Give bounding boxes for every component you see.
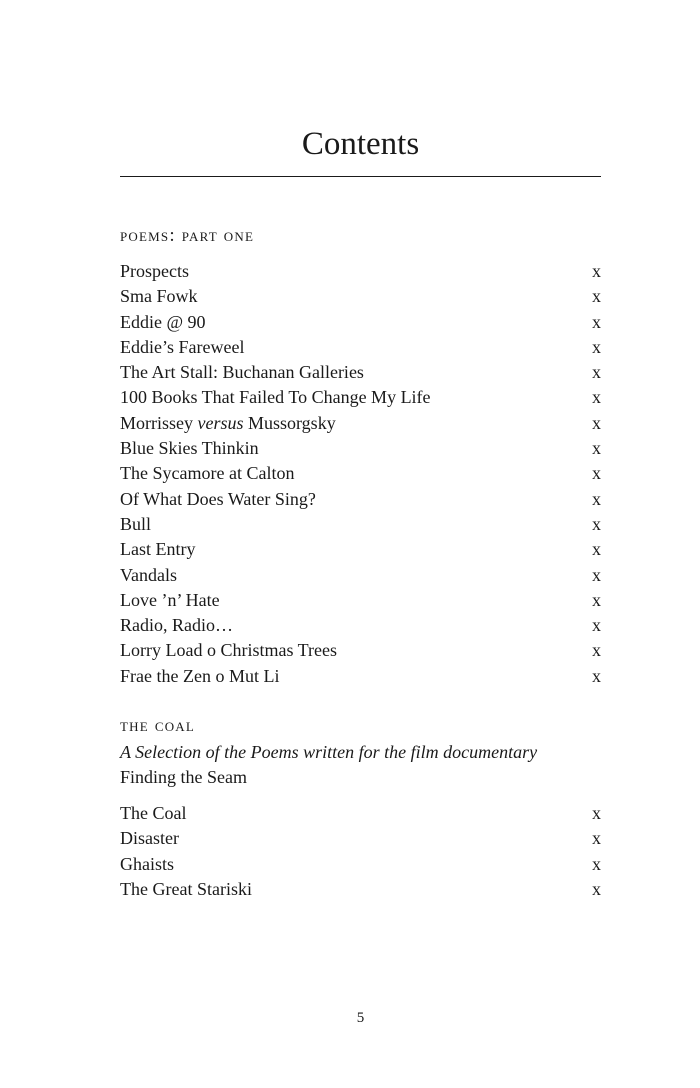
toc-entry[interactable] xyxy=(120,826,601,851)
toc-entry-page: x xyxy=(592,615,601,636)
toc-title-part: Morrissey xyxy=(120,412,198,433)
toc-entry[interactable] xyxy=(120,877,601,902)
toc-entry-page: x xyxy=(592,336,601,357)
toc-entry-title: Disaster xyxy=(120,828,179,849)
toc-entry-page: x xyxy=(592,513,601,534)
section-heading-part-one: poems: part one xyxy=(120,225,255,246)
toc-entry-page: x xyxy=(592,261,601,281)
toc-entry-page: x xyxy=(592,463,601,484)
toc-entry-page: x xyxy=(592,311,601,332)
toc-title-italic: versus xyxy=(197,412,244,433)
toc-entry-page: x xyxy=(592,488,601,509)
toc-entry-title: The Great Stariski xyxy=(120,878,252,899)
toc-entry[interactable] xyxy=(120,487,601,512)
toc-entry-page: x xyxy=(592,539,601,560)
toc-entry-title: Frae the Zen o Mut Li xyxy=(120,665,280,686)
toc-entry-title xyxy=(120,411,336,436)
toc-entry-title: 100 Books That Failed To Change My Life xyxy=(120,387,431,408)
toc-entry-page: x xyxy=(592,286,601,307)
toc-entry-title: The Coal xyxy=(120,803,187,823)
toc-entry-page: x xyxy=(592,362,601,383)
toc-entry[interactable] xyxy=(120,259,601,284)
toc-entry-page: x xyxy=(592,438,601,459)
toc-entry-title: Bull xyxy=(120,513,152,534)
toc-entry-title: Sma Fowk xyxy=(120,286,198,307)
toc-entry-page: x xyxy=(592,589,601,610)
toc-entry[interactable] xyxy=(120,664,601,689)
toc-entry[interactable] xyxy=(120,512,601,537)
toc-entry[interactable] xyxy=(120,613,601,638)
part-one-entry-list xyxy=(120,259,601,689)
toc-entry-page: x xyxy=(592,803,601,823)
toc-entry[interactable] xyxy=(120,411,601,436)
toc-entry[interactable] xyxy=(120,638,601,663)
toc-entry[interactable] xyxy=(120,310,601,335)
toc-entry-title: Radio, Radio… xyxy=(120,615,233,636)
toc-entry[interactable] xyxy=(120,461,601,486)
toc-title-part: Mussorgsky xyxy=(243,412,336,433)
the-coal-entry-list xyxy=(120,801,601,902)
toc-entry-title: Ghaists xyxy=(120,853,174,874)
toc-entry[interactable] xyxy=(120,335,601,360)
toc-entry-title: Love ’n’ Hate xyxy=(120,589,220,610)
toc-entry-page: x xyxy=(592,878,601,899)
section-subtitle: A Selection of the Poems written for the film documentary xyxy=(120,742,538,762)
toc-entry-page: x xyxy=(592,387,601,408)
toc-entry[interactable] xyxy=(120,852,601,877)
toc-entry-title: Last Entry xyxy=(120,539,196,560)
toc-entry[interactable] xyxy=(120,284,601,309)
film-title: Finding the Seam xyxy=(120,767,247,787)
toc-entry-page: x xyxy=(592,828,601,849)
toc-entry-page: x xyxy=(592,665,601,686)
toc-entry-page: x xyxy=(592,412,601,433)
toc-entry-page: x xyxy=(592,640,601,661)
toc-entry-title: Eddie’s Fareweel xyxy=(120,336,245,357)
toc-entry-title: Vandals xyxy=(120,564,177,585)
toc-entry[interactable] xyxy=(120,537,601,562)
toc-entry[interactable] xyxy=(120,360,601,385)
toc-entry[interactable] xyxy=(120,588,601,613)
toc-entry-page: x xyxy=(592,853,601,874)
toc-entry-title: Lorry Load o Christmas Trees xyxy=(120,640,337,661)
section-heading-the-coal: the coal xyxy=(120,715,196,736)
toc-entry-title: Blue Skies Thinkin xyxy=(120,438,259,459)
contents-page xyxy=(120,0,601,1088)
toc-entry-title: Prospects xyxy=(120,261,189,281)
toc-entry-title: Of What Does Water Sing? xyxy=(120,488,316,509)
toc-entry[interactable] xyxy=(120,436,601,461)
toc-entry[interactable] xyxy=(120,801,601,826)
toc-entry-title: Eddie @ 90 xyxy=(120,311,206,332)
toc-entry-page: x xyxy=(592,564,601,585)
title-rule xyxy=(120,176,601,177)
toc-entry-title: The Art Stall: Buchanan Galleries xyxy=(120,362,364,383)
page-number: 5 xyxy=(356,1010,365,1026)
toc-entry[interactable] xyxy=(120,563,601,588)
toc-entry-title: The Sycamore at Calton xyxy=(120,463,295,484)
toc-entry[interactable] xyxy=(120,385,601,410)
page-title: Contents xyxy=(301,126,420,162)
